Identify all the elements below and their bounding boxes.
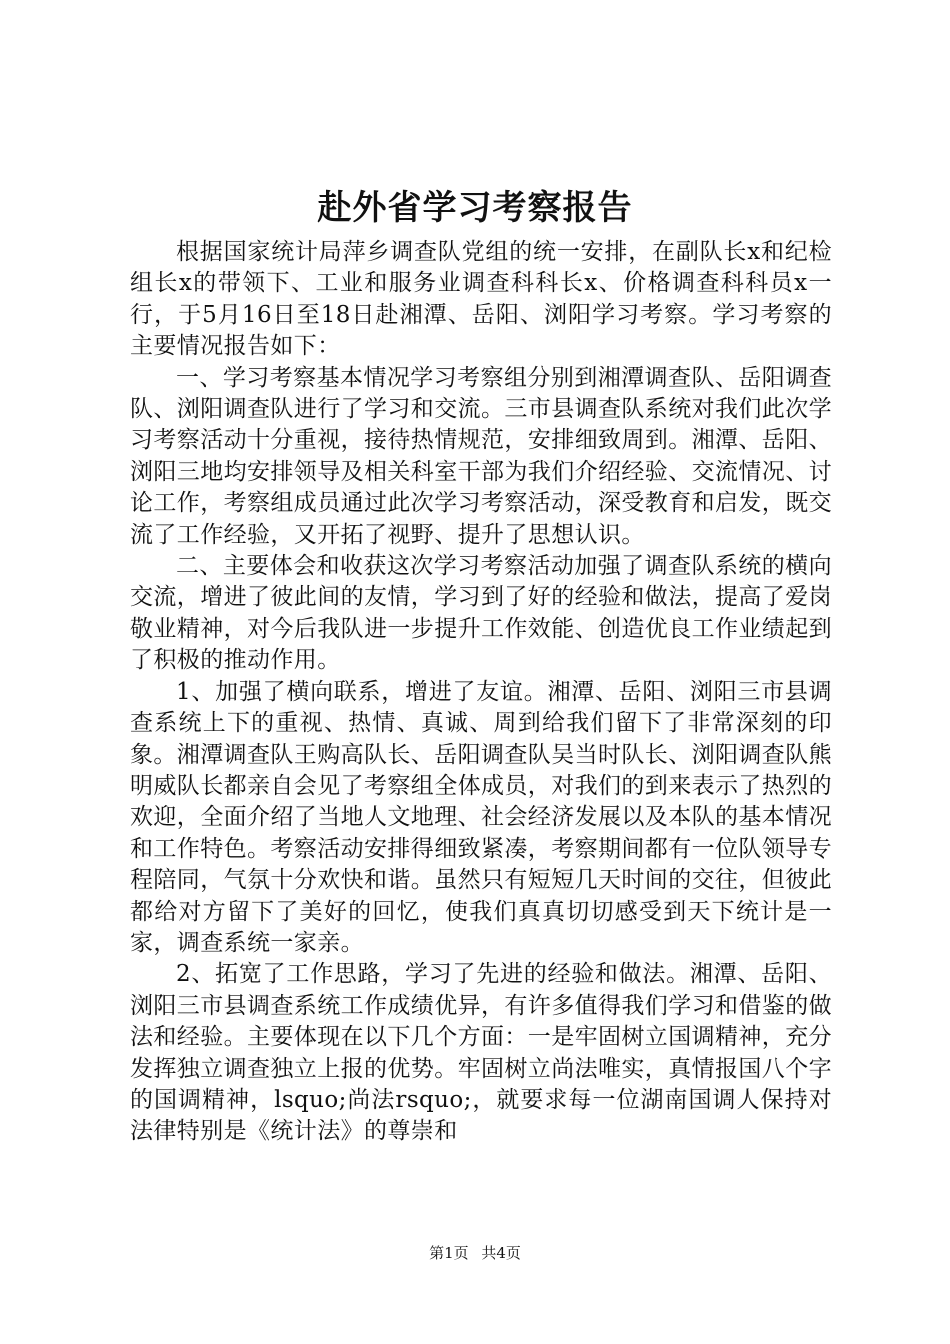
paragraph-section-2: 二、主要体会和收获这次学习考察活动加强了调查队系统的横向交流，增进了彼此间的友情，学习到了好的经验和做法，提高了爱岗敬业精神，对今后我队进一步提升工作效能、创造优良工作业绩起到了积极的推动作用。 (130, 553, 832, 674)
paragraph-item-2: 2、拓宽了工作思路，学习了先进的经验和做法。湘潭、岳阳、浏阳三市县调查系统工作成绩优异，有许多值得我们学习和借鉴的做法和经验。主要体现在以下几个方面：一是牢固树立国调精神，充分发挥独立调查独立上报的优势。牢固树立尚法唯实，真情报国八个字的国调精神，lsquo;尚法rsquo;，就要求每一位湖南国调人保持对法律特别是《统计法》的尊崇和 (130, 961, 832, 1145)
paragraph-item-1: 1、加强了横向联系，增进了友谊。湘潭、岳阳、浏阳三市县调查系统上下的重视、热情、真诚、周到给我们留下了非常深刻的印象。湘潭调查队王购高队长、岳阳调查队吴当时队长、浏阳调查队熊明威队长都亲自会见了考察组全体成员，对我们的到来表示了热烈的欢迎，全面介绍了当地人文地理、社会经济发展以及本队的基本情况和工作特色。考察活动安排得细致紧凑，考察期间都有一位队领导专程陪同，气氛十分欢快和谐。虽然只有短短几天时间的交往，但彼此都给对方留下了美好的回忆，使我们真真切切感受到天下统计是一家，调查系统一家亲。 (130, 678, 832, 956)
paragraph-section-1: 一、学习考察基本情况学习考察组分别到湘潭调查队、岳阳调查队、浏阳调查队进行了学习和交流。三市县调查队系统对我们此次学习考察活动十分重视，接待热情规范，安排细致周到。湘潭、岳阳、浏阳三地均安排领导及相关科室干部为我们介绍经验、交流情况、讨论工作，考察组成员通过此次学习考察活动，深受教育和启发，既交流了工作经验，又开拓了视野、提升了思想认识。 (130, 364, 832, 548)
document-body (130, 237, 832, 1148)
page-number: 第1页 (429, 1244, 469, 1262)
page-footer (0, 1243, 950, 1263)
document-title: 赴外省学习考察报告 (317, 188, 633, 228)
page-total: 共4页 (481, 1244, 521, 1262)
paragraph-intro: 根据国家统计局萍乡调查队党组的统一安排，在副队长x和纪检组长x的带领下、工业和服务业调查科科长x、价格调查科科员x一行，于5月16日至18日赴湘潭、岳阳、浏阳学习考察。学习考察的主要情况报告如下： (130, 239, 832, 360)
